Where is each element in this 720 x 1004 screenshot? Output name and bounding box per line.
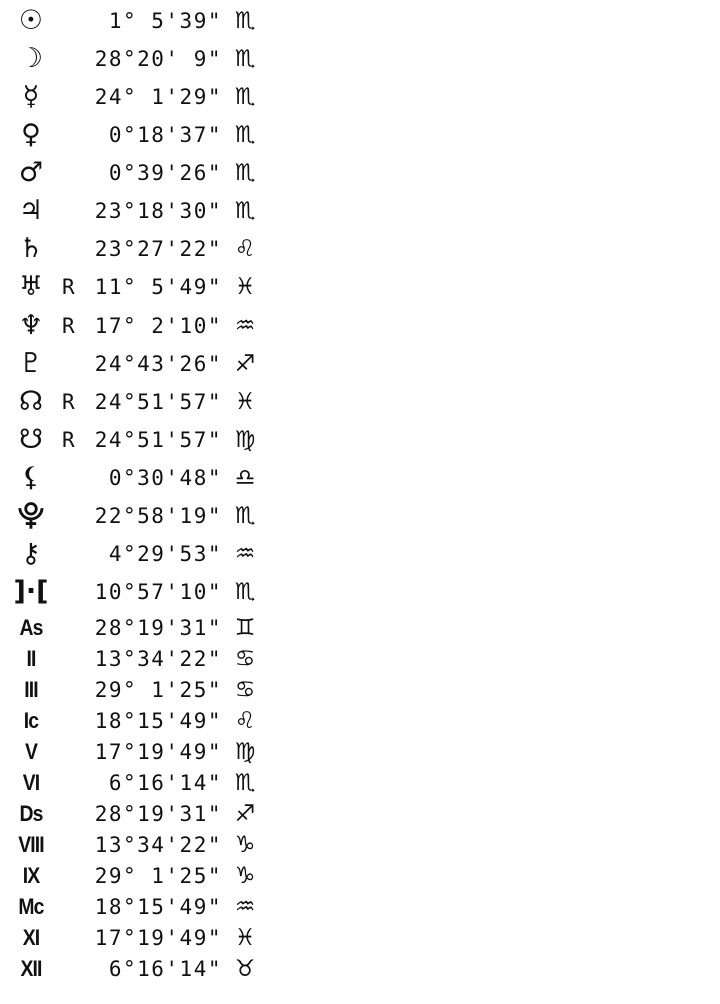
position-value: 11° 5'49" (94, 275, 222, 299)
zodiac-sign-icon: ♌ (234, 708, 256, 734)
house-label: VI (22, 770, 40, 795)
position-value: 6°16'14" (108, 957, 222, 981)
position-value: 29° 1'25" (94, 864, 222, 888)
position-value: 0°39'26" (108, 161, 222, 185)
mercury-icon: ☿ (22, 81, 40, 112)
table-row (0, 310, 300, 342)
table-row (0, 119, 300, 151)
position-value: 13°34'22" (94, 833, 222, 857)
zodiac-sign-icon: ♏ (234, 122, 256, 148)
house-label: Ic (23, 708, 39, 733)
sun-icon: ☉ (18, 5, 44, 36)
zodiac-sign-icon: ♑ (234, 832, 256, 858)
zodiac-sign-icon: ♒ (234, 313, 256, 339)
table-row (0, 829, 300, 861)
zodiac-sign-icon: ♏ (234, 84, 256, 110)
zodiac-sign-icon: ♏ (234, 46, 256, 72)
table-row (0, 271, 300, 303)
position-value: 6°16'14" (108, 771, 222, 795)
position-value: 24°43'26" (94, 352, 222, 376)
zodiac-sign-icon: ♒ (234, 541, 256, 567)
position-value: 22°58'19" (94, 504, 222, 528)
position-value: 13°34'22" (94, 647, 222, 671)
table-row (0, 348, 300, 380)
position-value: 24° 1'29" (94, 85, 222, 109)
zodiac-sign-icon: ♓ (234, 925, 256, 951)
zodiac-sign-icon: ♏ (234, 198, 256, 224)
uranus-icon: ♅ (18, 271, 44, 302)
zodiac-sign-icon: ♍ (234, 427, 256, 453)
house-label: V (24, 739, 38, 764)
table-row (0, 386, 300, 418)
table-row (0, 798, 300, 830)
north-node-icon: ☊ (19, 386, 43, 417)
retrograde-flag: R (62, 390, 75, 414)
house-label: Mc (18, 894, 44, 919)
position-value: 0°30'48" (108, 466, 222, 490)
table-row (0, 922, 300, 954)
position-value: 23°27'22" (94, 237, 222, 261)
south-node-icon: ☋ (19, 424, 43, 455)
position-value: 17°19'49" (94, 740, 222, 764)
house-label: As (19, 615, 43, 640)
zodiac-sign-icon: ♏ (234, 770, 256, 796)
table-row (0, 81, 300, 113)
position-value: 4°29'53" (108, 542, 222, 566)
zodiac-sign-icon: ♎ (234, 465, 256, 491)
zodiac-sign-icon: ♏ (234, 160, 256, 186)
position-value: 24°51'57" (94, 390, 222, 414)
position-value: 17° 2'10" (94, 314, 222, 338)
table-row (0, 643, 300, 675)
house-label: II (26, 646, 36, 671)
zodiac-sign-icon: ♒ (234, 894, 256, 920)
zodiac-sign-icon: ♐ (234, 801, 256, 827)
proserpina-icon: ⯓ (17, 500, 45, 531)
jupiter-icon: ♃ (18, 195, 44, 226)
position-value: 0°18'37" (108, 123, 222, 147)
zodiac-sign-icon: ♏ (234, 8, 256, 34)
table-row (0, 953, 300, 985)
house-label: XI (22, 925, 40, 950)
table-row (0, 233, 300, 265)
table-row (0, 767, 300, 799)
retrograde-flag: R (62, 314, 75, 338)
house-label: IX (22, 863, 40, 888)
table-row (0, 43, 300, 75)
zodiac-sign-icon: ♋ (234, 677, 256, 703)
table-row (0, 157, 300, 189)
position-value: 1° 5'39" (108, 9, 222, 33)
moon-icon: ☽ (18, 43, 44, 74)
position-value: 28°19'31" (94, 802, 222, 826)
table-row (0, 612, 300, 644)
house-label: Ds (19, 801, 43, 826)
table-row (0, 424, 300, 456)
zodiac-sign-icon: ♌ (234, 236, 256, 262)
zodiac-sign-icon: ♑ (234, 863, 256, 889)
position-value: 10°57'10" (94, 580, 222, 604)
position-value: 23°18'30" (94, 199, 222, 223)
pluto-icon: ♇ (18, 348, 44, 379)
table-row (0, 891, 300, 923)
zodiac-sign-icon: ♏ (234, 579, 256, 605)
zodiac-sign-icon: ♋ (234, 646, 256, 672)
zodiac-sign-icon: ♍ (234, 739, 256, 765)
saturn-icon: ♄ (18, 233, 44, 264)
mars-icon: ♂ (18, 157, 44, 188)
position-value: 28°19'31" (94, 616, 222, 640)
table-row (0, 736, 300, 768)
position-value: 17°19'49" (94, 926, 222, 950)
house-label: XII (20, 956, 42, 981)
lilith-icon: ⚸ (21, 462, 41, 493)
table-row (0, 5, 300, 37)
retrograde-flag: R (62, 275, 75, 299)
table-row (0, 500, 300, 532)
zodiac-sign-icon: ♓ (234, 274, 256, 300)
zodiac-sign-icon: ♐ (234, 351, 256, 377)
table-row (0, 462, 300, 494)
table-row (0, 195, 300, 227)
venus-icon: ♀ (21, 119, 41, 150)
zodiac-sign-icon: ♉ (234, 956, 256, 982)
chiron-icon: ⚷ (21, 538, 41, 569)
position-value: 24°51'57" (94, 428, 222, 452)
table-row (0, 674, 300, 706)
table-row (0, 576, 300, 608)
neptune-icon: ♆ (18, 310, 44, 341)
table-row (0, 860, 300, 892)
position-value: 18°15'49" (94, 895, 222, 919)
table-row (0, 538, 300, 570)
house-label: III (24, 677, 38, 702)
zodiac-sign-icon: ♓ (234, 389, 256, 415)
position-value: 28°20' 9" (94, 47, 222, 71)
position-value: 29° 1'25" (94, 678, 222, 702)
retrograde-flag: R (62, 428, 75, 452)
zodiac-sign-icon: ♏ (234, 503, 256, 529)
zodiac-sign-icon: ♊ (234, 615, 256, 641)
vertex-icon: ]·[ (13, 576, 49, 607)
table-row (0, 705, 300, 737)
house-label: VIII (18, 832, 44, 857)
position-value: 18°15'49" (94, 709, 222, 733)
